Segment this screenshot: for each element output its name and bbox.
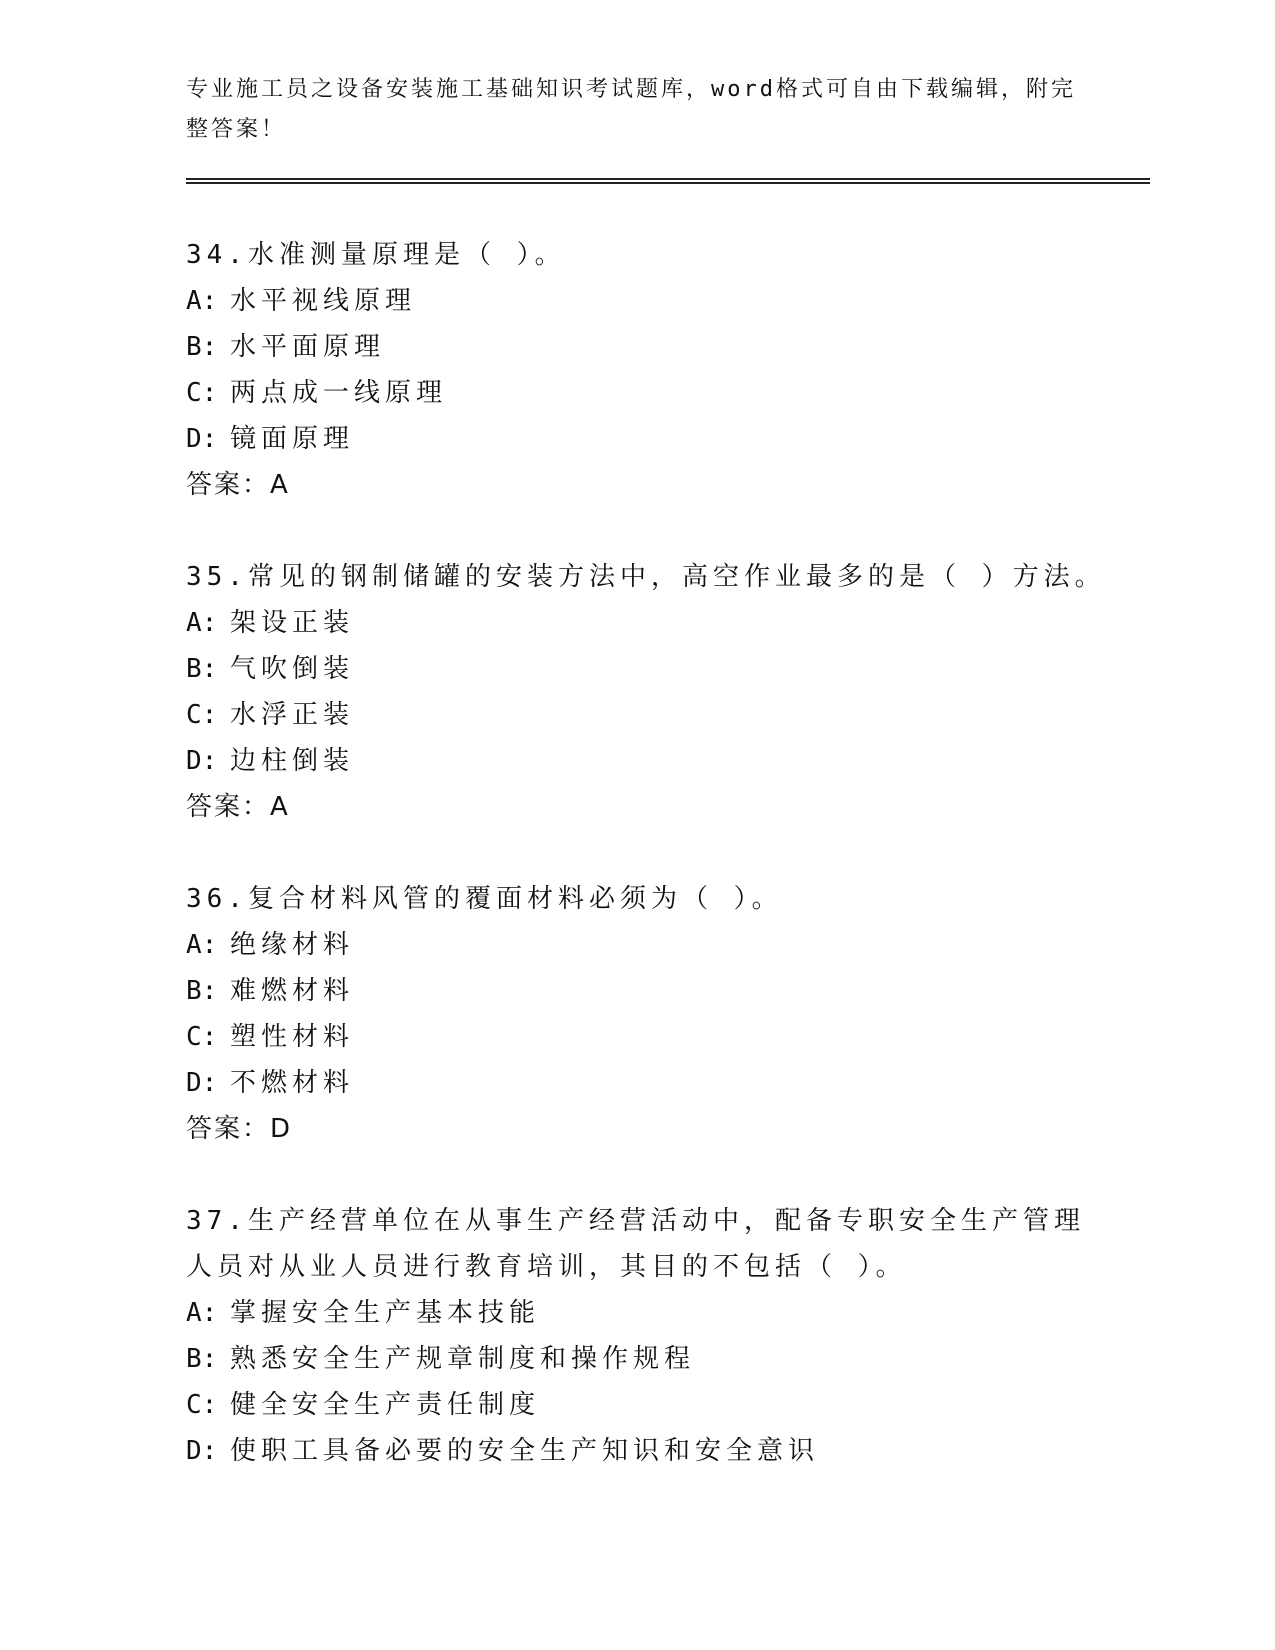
question-34 — [186, 232, 1086, 508]
option-d — [186, 1060, 1086, 1106]
option-text: 熟悉安全生产规章制度和操作规程 — [230, 1344, 696, 1374]
option-text: 两点成一线原理 — [230, 378, 448, 408]
option-letter: B: — [186, 332, 218, 362]
option-d — [186, 416, 1086, 462]
option-a — [186, 922, 1086, 968]
option-letter: A: — [186, 286, 218, 316]
option-letter: B: — [186, 1344, 218, 1374]
page-header: 专业施工员之设备安装施工基础知识考试题库，word格式可自由下载编辑，附完整答案！ — [186, 77, 1076, 142]
option-c — [186, 1014, 1086, 1060]
option-b — [186, 1336, 1086, 1382]
question-list — [186, 232, 1106, 1520]
header-divider — [186, 178, 1150, 184]
option-text: 使职工具备必要的安全生产知识和安全意识 — [230, 1436, 820, 1466]
option-text: 水浮正装 — [230, 700, 355, 730]
question-stem: 34.水准测量原理是（ ）。 — [186, 240, 566, 270]
option-letter: D: — [186, 424, 218, 454]
question-stem: 36.复合材料风管的覆面材料必须为（ ）。 — [186, 884, 783, 914]
option-letter: B: — [186, 976, 218, 1006]
question-37 — [186, 1198, 1086, 1474]
option-letter: C: — [186, 1390, 218, 1420]
option-letter: A: — [186, 1298, 218, 1328]
question-35 — [186, 554, 1106, 830]
question-stem: 35.常见的钢制储罐的安装方法中，高空作业最多的是（ ）方法。 — [186, 562, 1106, 592]
option-b — [186, 646, 1086, 692]
option-letter: A: — [186, 930, 218, 960]
option-text: 水平视线原理 — [230, 286, 417, 316]
option-letter: D: — [186, 1068, 218, 1098]
option-text: 健全安全生产责任制度 — [230, 1390, 541, 1420]
option-text: 边柱倒装 — [230, 746, 355, 776]
answer-line: 答案：D — [186, 1114, 293, 1144]
option-c — [186, 692, 1086, 738]
question-stem: 37.生产经营单位在从事生产经营活动中，配备专职安全生产管理人员对从业人员进行教育培训，其目的不包括（ ）。 — [186, 1206, 1085, 1282]
question-36 — [186, 876, 1086, 1152]
option-letter: A: — [186, 608, 218, 638]
option-c — [186, 370, 1086, 416]
option-a — [186, 1290, 1086, 1336]
option-text: 不燃材料 — [230, 1068, 355, 1098]
option-letter: C: — [186, 1022, 218, 1052]
option-c — [186, 1382, 1086, 1428]
option-text: 镜面原理 — [230, 424, 355, 454]
option-letter: C: — [186, 700, 218, 730]
option-text: 塑性材料 — [230, 1022, 355, 1052]
option-text: 绝缘材料 — [230, 930, 355, 960]
option-text: 掌握安全生产基本技能 — [230, 1298, 541, 1328]
option-text: 水平面原理 — [230, 332, 386, 362]
option-a — [186, 278, 1086, 324]
option-d — [186, 1428, 1086, 1474]
option-a — [186, 600, 1086, 646]
option-letter: D: — [186, 746, 218, 776]
option-text: 难燃材料 — [230, 976, 355, 1006]
option-text: 气吹倒装 — [230, 654, 355, 684]
option-b — [186, 968, 1086, 1014]
option-text: 架设正装 — [230, 608, 355, 638]
option-letter: C: — [186, 378, 218, 408]
option-letter: B: — [186, 654, 218, 684]
answer-line: 答案：A — [186, 470, 290, 500]
option-b — [186, 324, 1086, 370]
option-d — [186, 738, 1086, 784]
option-letter: D: — [186, 1436, 218, 1466]
answer-line: 答案：A — [186, 792, 290, 822]
